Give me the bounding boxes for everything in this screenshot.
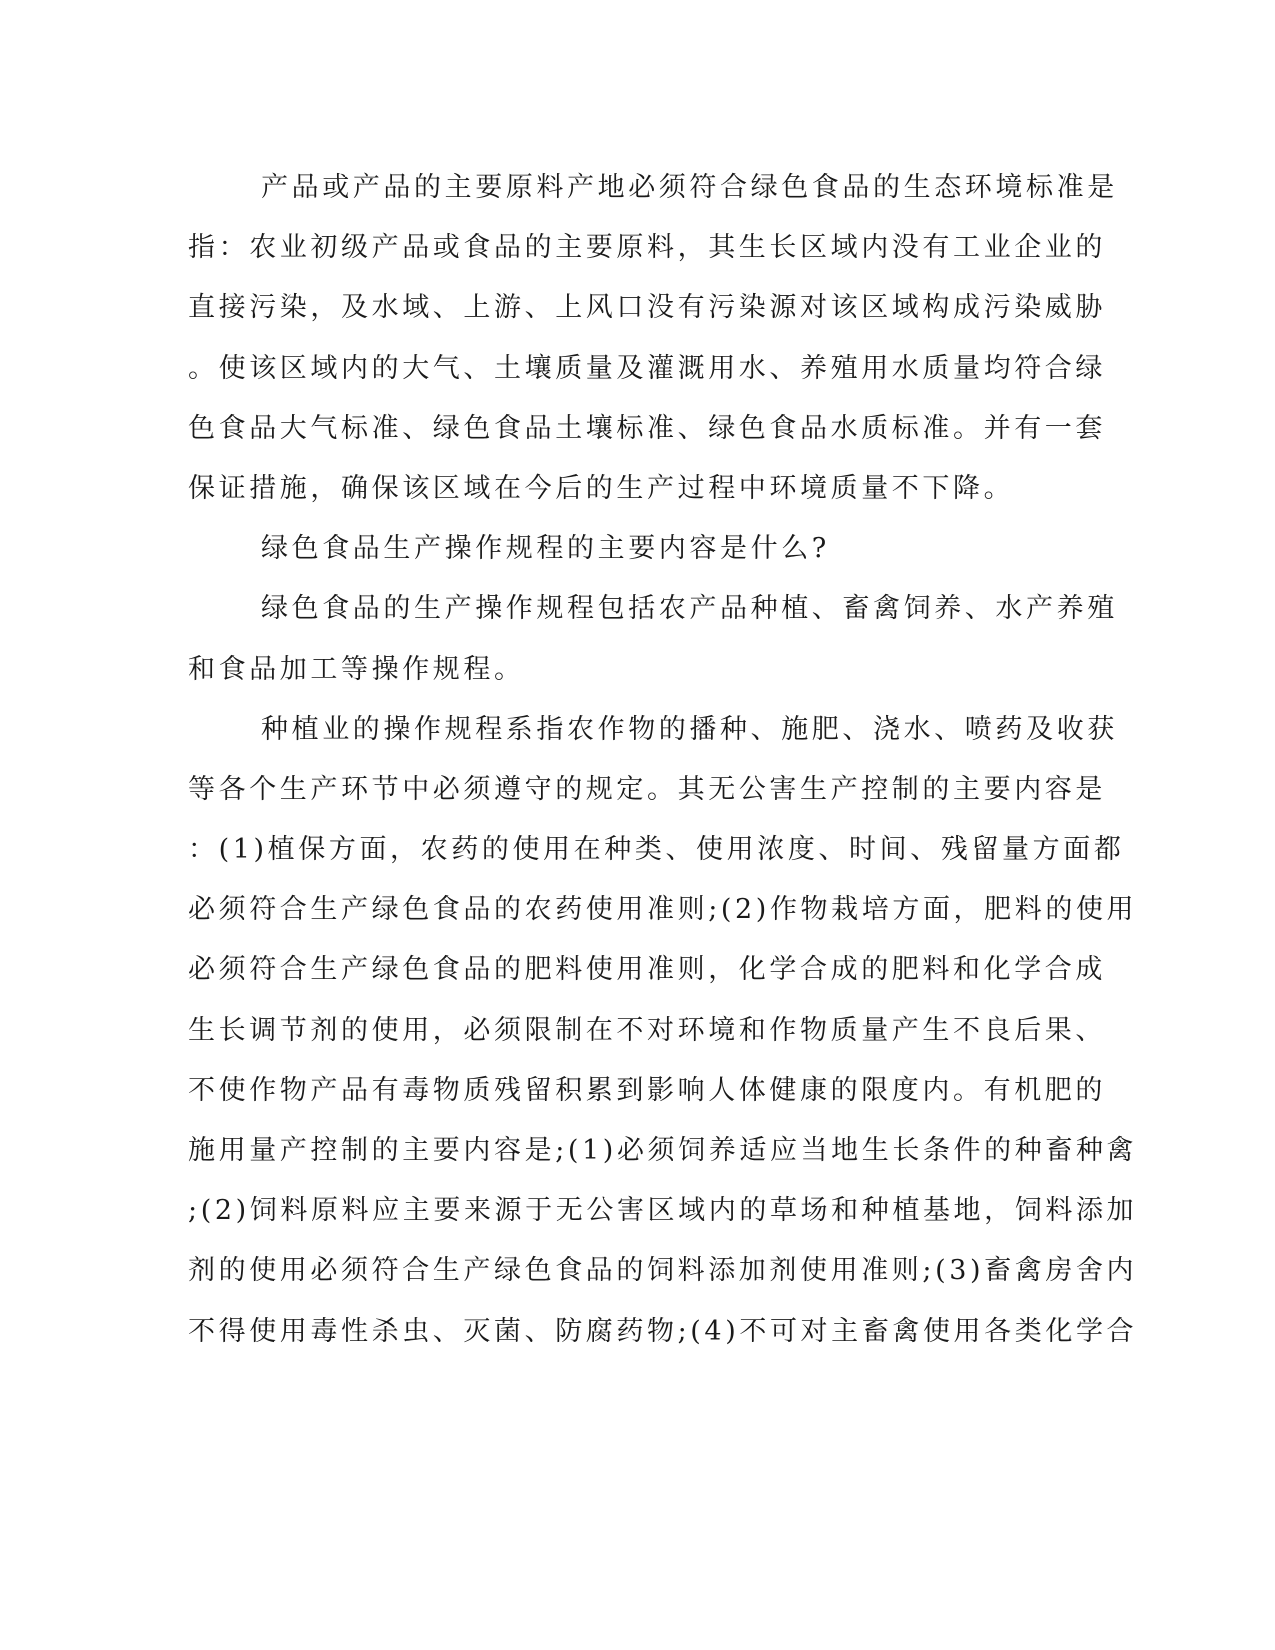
paragraph-line: 不得使用毒性杀虫、灭菌、防腐药物;(4)不可对主畜禽使用各类化学合 bbox=[188, 1315, 1138, 1347]
paragraph-line: 绿色食品的生产操作规程包括农产品种植、畜禽饲养、水产养殖 bbox=[261, 593, 1118, 625]
paragraph-line: 产品或产品的主要原料产地必须符合绿色食品的生态环境标准是 bbox=[261, 172, 1118, 203]
paragraph-line: 不使作物产品有毒物质残留积累到影响人体健康的限度内。有机肥的 bbox=[188, 1074, 1106, 1106]
paragraph-line: 必须符合生产绿色食品的肥料使用准则，化学合成的肥料和化学合成 bbox=[188, 954, 1106, 986]
paragraph-line: ：(1)植保方面，农药的使用在种类、使用浓度、时间、残留量方面都 bbox=[188, 834, 1125, 866]
question-heading: 绿色食品生产操作规程的主要内容是什么? bbox=[261, 533, 830, 565]
paragraph-line: 施用量产控制的主要内容是;(1)必须饲养适应当地生长条件的种畜种禽 bbox=[188, 1135, 1138, 1166]
paragraph-line: 必须符合生产绿色食品的农药使用准则;(2)作物栽培方面，肥料的使用 bbox=[188, 894, 1138, 926]
paragraph-line: ;(2)饲料原料应主要来源于无公害区域内的草场和种植基地，饲料添加 bbox=[188, 1195, 1138, 1227]
document-body bbox=[188, 158, 1138, 1362]
paragraph-line: 。使该区域内的大气、土壤质量及灌溉用水、养殖用水质量均符合绿 bbox=[188, 352, 1106, 384]
paragraph-line: 直接污染，及水域、上游、上风口没有污染源对该区域构成污染威胁 bbox=[188, 292, 1106, 324]
paragraph-line: 指：农业初级产品或食品的主要原料，其生长区域内没有工业企业的 bbox=[188, 232, 1106, 264]
paragraph-line: 种植业的操作规程系指农作物的播种、施肥、浇水、喷药及收获 bbox=[261, 713, 1118, 745]
paragraph-line: 保证措施，确保该区域在今后的生产过程中环境质量不下降。 bbox=[188, 472, 1015, 504]
paragraph-line: 和食品加工等操作规程。 bbox=[188, 653, 525, 685]
paragraph-line: 色食品大气标准、绿色食品土壤标准、绿色食品水质标准。并有一套 bbox=[188, 412, 1106, 444]
paragraph-line: 等各个生产环节中必须遵守的规定。其无公害生产控制的主要内容是 bbox=[188, 773, 1106, 805]
paragraph-line: 生长调节剂的使用，必须限制在不对环境和作物质量产生不良后果、 bbox=[188, 1014, 1106, 1046]
paragraph-line: 剂的使用必须符合生产绿色食品的饲料添加剂使用准则;(3)畜禽房舍内 bbox=[188, 1255, 1138, 1287]
